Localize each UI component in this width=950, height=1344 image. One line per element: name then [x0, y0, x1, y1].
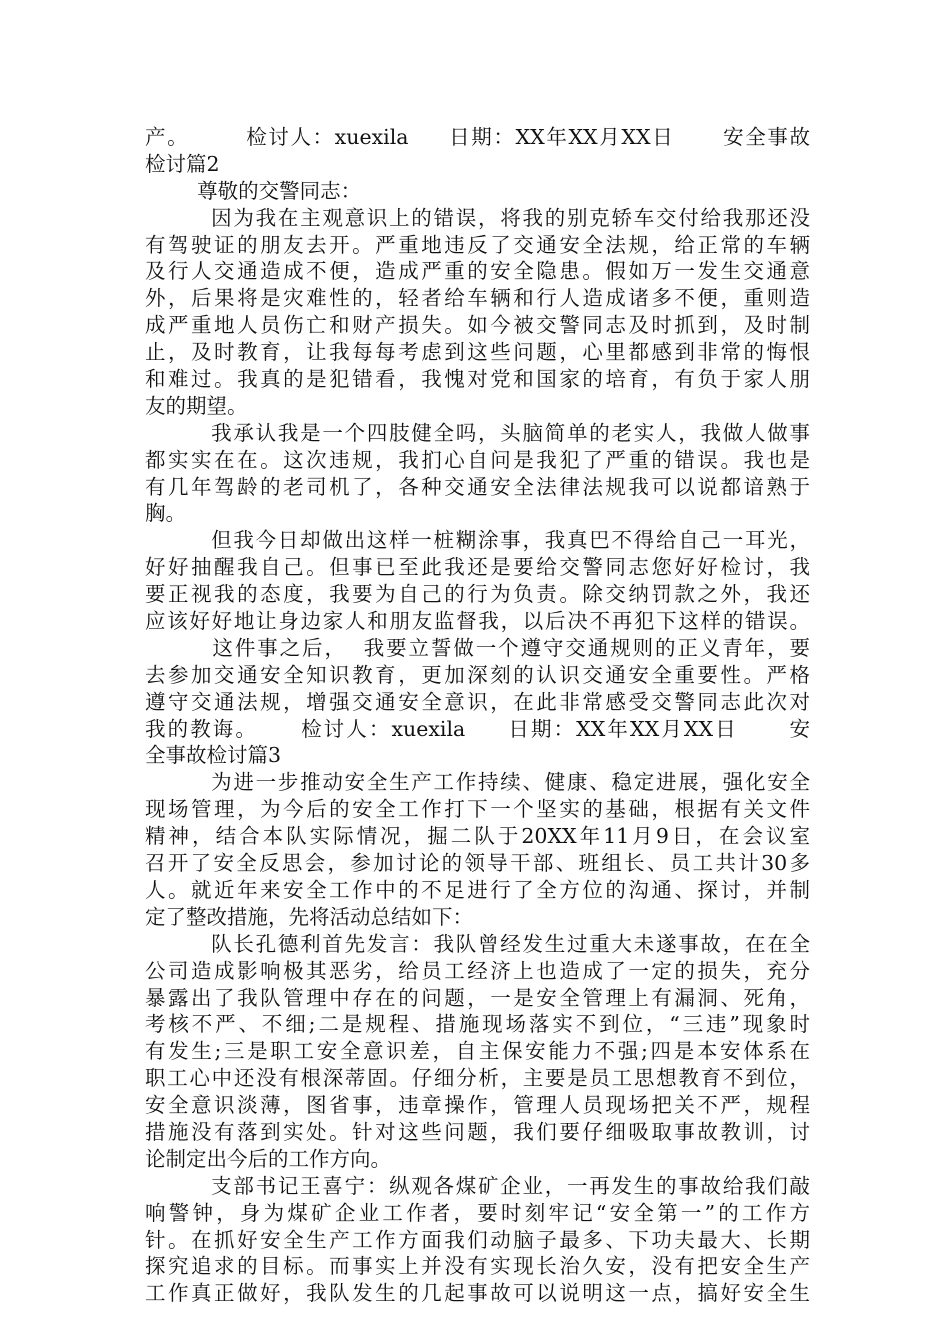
text-line: 应该好好地让身边家人和朋友监督我，以后决不再犯下这样的错误。	[145, 609, 810, 634]
text-line: 尊敬的交警同志：	[145, 178, 362, 203]
text-line: 要正视我的态度，我要为自己的行为负责。除交纳罚款之外，我还	[145, 582, 810, 607]
text-line: 这件事之后， 我要立誓做一个遵守交通规则的正义青年，要	[145, 635, 810, 660]
text-line: 及行人交通造成不便，造成严重的安全隐患。假如万一发生交通意	[145, 259, 810, 284]
text-line: 人。就近年来安全工作中的不足进行了全方位的沟通、探讨，并制	[145, 877, 810, 902]
text-line: 有发生;三是职工安全意识差，自主保安能力不强;四是本安体系在	[145, 1039, 810, 1064]
text-line: 有驾驶证的朋友去开。严重地违反了交通安全法规，给正常的车辆	[145, 232, 810, 257]
text-line: 考核不严、不细;二是规程、措施现场落实不到位，“三违”现象时	[145, 1012, 810, 1037]
text-line: 为进一步推动安全生产工作持续、健康、稳定进展，强化安全	[145, 770, 810, 795]
text-line: 都实实在在。这次违规，我扪心自问是我犯了严重的错误。我也是	[145, 447, 810, 472]
text-line: 队长孔德利首先发言：我队曾经发生过重大未遂事故，在在全	[145, 931, 810, 956]
text-line: 措施没有落到实处。针对这些问题，我们要仔细吸取事故教训，讨	[145, 1119, 810, 1144]
text-line: 遵守交通法规，增强交通安全意识，在此非常感受交警同志此次对	[145, 689, 810, 714]
text-line: 全事故检讨篇3	[145, 743, 282, 768]
text-line: 现场管理，为今后的安全工作打下一个坚实的基础，根据有关文件	[145, 797, 810, 822]
text-line: 论制定出今后的工作方向。	[145, 1146, 391, 1171]
text-line: 响警钟，身为煤矿企业工作者，要时刻牢记“安全第一”的工作方	[145, 1200, 810, 1225]
text-line: 好好抽醒我自己。但事已至此我还是要给交警同志您好好检讨，我	[145, 555, 810, 580]
text-line: 我的教诲。 检讨人：xuexila 日期：XX年XX月XX日 安	[145, 716, 810, 741]
text-line: 暴露出了我队管理中存在的问题，一是安全管理上有漏洞、死角，	[145, 985, 810, 1010]
text-line: 检讨篇2	[145, 151, 220, 176]
text-line: 有几年驾龄的老司机了，各种交通安全法律法规我可以说都谙熟于	[145, 474, 810, 499]
text-line: 止，及时教育，让我每每考虑到这些问题，心里都感到非常的悔恨	[145, 340, 810, 365]
document-body	[145, 124, 810, 1307]
text-line: 和难过。我真的是犯错看，我愧对党和国家的培育，有负于家人朋	[145, 367, 810, 392]
text-line: 外，后果将是灾难性的，轻者给车辆和行人造成诸多不便，重则造	[145, 286, 810, 311]
text-line: 工作真正做好，我队发生的几起事故可以说明这一点，搞好安全生	[145, 1281, 810, 1306]
text-line: 公司造成影响极其恶劣，给员工经济上也造成了一定的损失，充分	[145, 958, 810, 983]
text-line: 安全意识淡薄，图省事，违章操作，管理人员现场把关不严，规程	[145, 1093, 810, 1118]
text-line: 因为我在主观意识上的错误，将我的别克轿车交付给我那还没	[145, 205, 810, 230]
text-line: 支部书记王喜宁：纵观各煤矿企业，一再发生的事故给我们敲	[145, 1173, 810, 1198]
text-line: 召开了安全反思会，参加讨论的领导干部、班组长、员工共计30多	[145, 851, 810, 876]
text-line: 定了整改措施，先将活动总结如下：	[145, 904, 473, 929]
text-line: 职工心中还没有根深蒂固。仔细分析，主要是员工思想教育不到位，	[145, 1066, 810, 1091]
text-line: 探究追求的目标。而事实上并没有实现长治久安，没有把安全生产	[145, 1254, 810, 1279]
text-line: 精神，结合本队实际情况，掘二队于20XX年11月9日，在会议室	[145, 824, 810, 849]
text-line: 去参加交通安全知识教育，更加深刻的认识交通安全重要性。严格	[145, 662, 810, 687]
text-line: 友的期望。	[145, 393, 248, 418]
text-line: 我承认我是一个四肢健全吗，头脑简单的老实人，我做人做事	[145, 420, 810, 445]
text-line: 成严重地人员伤亡和财产损失。如今被交警同志及时抓到，及时制	[145, 313, 810, 338]
text-line: 但我今日却做出这样一桩糊涂事，我真巴不得给自己一耳光，	[145, 528, 810, 553]
text-line: 针。在抓好安全生产工作方面我们动脑子最多、下功夫最大、长期	[145, 1227, 810, 1252]
text-line: 胸。	[145, 501, 186, 526]
text-line: 产。 检讨人：xuexila 日期：XX年XX月XX日 安全事故	[145, 125, 810, 149]
